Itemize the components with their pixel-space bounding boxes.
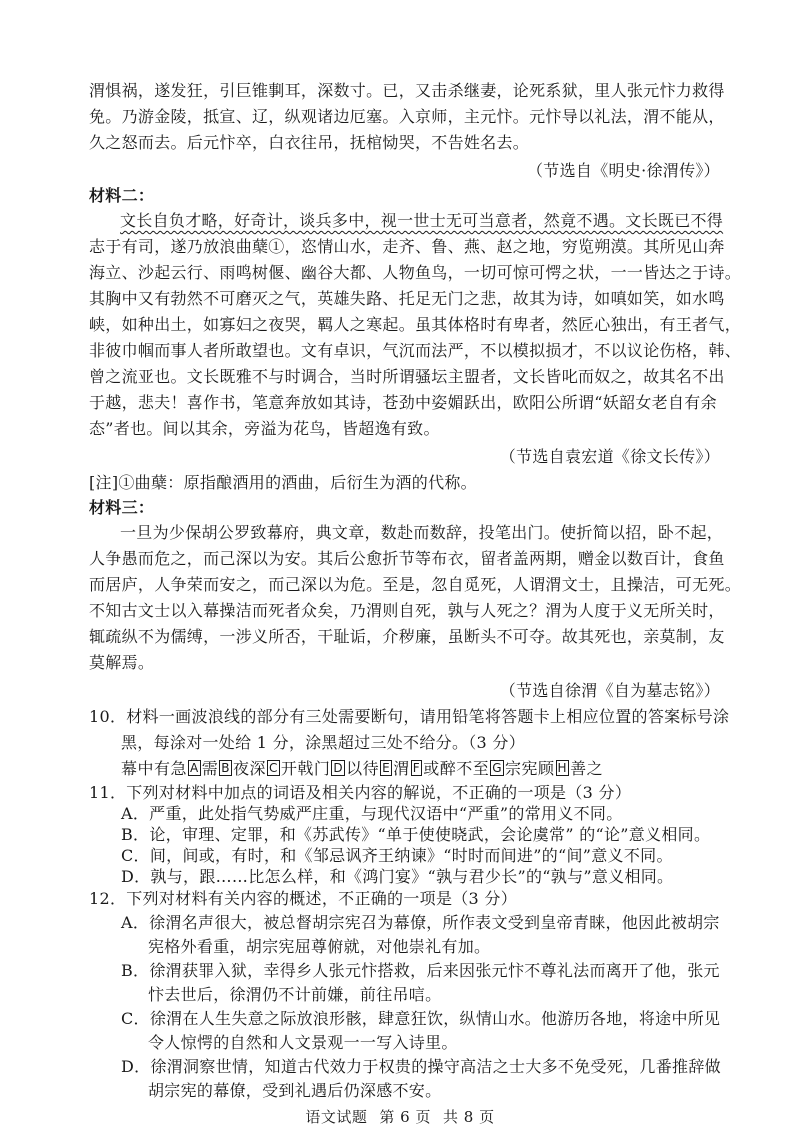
q10-box-g[interactable]: G — [492, 761, 503, 775]
q12-option-b-line-1: B．徐渭获罪入狱，幸得乡人张元忭搭救，后来因张元忭不尊礼法而离开了他，张元 — [121, 961, 720, 980]
material1-line-1: 渭惧祸，遂发狂，引巨锥剚耳，深数寸。已，又击杀继妻，论死系狱，里人张元忭力救得 — [89, 81, 725, 100]
q10-box-b[interactable]: B — [221, 761, 230, 775]
q10-segment-8: 宗宪顾 — [505, 759, 555, 778]
q10-box-d[interactable]: D — [333, 761, 344, 775]
material2-heading: 材料二： — [89, 186, 155, 205]
q10-box-h[interactable]: H — [557, 761, 568, 775]
q12-option-b-line-2: 忭去世后，徐渭仍不计前嫌，前往吊唁。 — [148, 985, 442, 1004]
material2-line-4: 其胸中又有勃然不可磨灭之气，英雄失路、托足无门之悲，故其为诗，如嗔如笑，如水鸣 — [89, 289, 725, 308]
material3-line-3: 而居庐，人争荣而安之，而己深以为危。至是，忽自觅死，人谓渭文士，且操洁，可无死。 — [89, 575, 742, 594]
q10-segment-3: 夜深 — [232, 759, 266, 778]
q10-segment-5: 以待 — [346, 759, 380, 778]
material3-line-5: 辄疏纵不为儒缚，一涉义所否，干耻诟，介秽廉，虽断头不可夺。故其死也，亲莫制，友 — [89, 627, 725, 646]
q12-option-a-line-2: 宪格外看重，胡宗宪屈尊俯就，对他崇礼有加。 — [148, 937, 491, 956]
material3-line-4: 不知古文士以入幕操洁而死者众矣，乃渭则自死，孰与人死之？渭为人度于义无所关时， — [89, 601, 725, 620]
material2-line-8: 于越，悲夫！喜作书，笔意奔放如其诗，苍劲中姿媚跃出，欧阳公所谓“妖韶女老自有余 — [89, 393, 717, 412]
q12-option-d-line-2: 胡宗宪的幕僚，受到礼遇后仍深感不安。 — [148, 1081, 442, 1100]
q11-option-c: C．间，间或，有时，和《邹忌讽齐王纳谏》“时时而间进”的“间”意义不同。 — [121, 846, 673, 865]
q12-option-c-line-2: 令人惊愕的自然和人文景观一一写入诗里。 — [148, 1033, 458, 1052]
q12-option-d-line-1: D．徐渭洞察世情，知道古代效力于权贵的操守高洁之士大多不免受死，几番推辞做 — [121, 1057, 721, 1076]
q12-option-c-line-1: C．徐渭在人生失意之际放浪形骸，肆意狂饮，纵情山水。他游历各地，将途中所见 — [121, 1009, 721, 1028]
q10-segment-7: 或醉不至 — [423, 759, 490, 778]
q10-sentence — [121, 758, 603, 780]
material2-line-5: 峡，如种出土，如寡妇之夜哭，羁人之寒起。虽其体格时有卑者，然匠心独出，有王者气， — [89, 315, 742, 334]
material2-line-1: 文长自负才略，好奇计，谈兵多中，视一世士无可当意者，然竟不遇。文长既已不得 — [120, 211, 724, 230]
material1-line-3: 久之怒而去。后元忭卒，白衣往吊，抚棺恸哭，不告姓名去。 — [89, 133, 530, 152]
q10-segment-6: 渭 — [393, 759, 410, 778]
material2-line-6: 非彼巾帼而事人者所敢望也。文有卓识，气沉而法严，不以模拟损才，不以议论伤格，韩、 — [89, 341, 742, 360]
q10-stem-line-1: 10．材料一画波浪线的部分有三处需要断句，请用铅笔将答题卡上相应位置的答案标号涂 — [89, 707, 730, 726]
material1-source: （节选自《明史·徐渭传》） — [527, 161, 720, 180]
material3-line-2: 人争愚而危之，而己深以为安。其后公愈折节等布衣，留者盖两期，赠金以数百计，食鱼 — [89, 549, 725, 568]
q10-box-a[interactable]: A — [190, 761, 199, 775]
material2-source: （节选自袁宏道《徐文长传》） — [499, 447, 720, 466]
material2-line-3: 海立、沙起云行、雨鸣树偃、幽谷大都、人物鱼鸟，一切可惊可愕之状，一一皆达之于诗。 — [89, 263, 742, 282]
footer-total: 共 8 页 — [443, 1108, 495, 1126]
q10-segment-2: 需 — [201, 759, 219, 778]
material2-note: [注]①曲蘖：原指酿酒用的酒曲，后衍生为酒的代称。 — [89, 473, 477, 492]
material1-line-2: 免。乃游金陵，抵宣、辽，纵观诸边厄塞。入京师，主元忭。元忭导以礼法，渭不能从， — [89, 107, 725, 126]
q11-option-d: D．孰与，跟……比怎么样，和《鸿门宴》“孰与君少长”的“孰与”意义相同。 — [121, 867, 674, 886]
q10-box-f[interactable]: F — [412, 761, 421, 775]
q11-option-a: A．严重，此处指气势威严庄重，与现代汉语中“严重”的常用义不同。 — [121, 804, 623, 823]
footer-subject: 语文试题 — [305, 1108, 368, 1126]
q10-segment-4: 开戟门 — [280, 759, 331, 778]
q10-segment-1: 幕中有急 — [121, 759, 188, 778]
material3-heading: 材料三： — [89, 498, 155, 517]
page-footer — [0, 1106, 800, 1127]
material3-line-6: 莫解焉。 — [89, 653, 155, 672]
q10-box-c[interactable]: C — [269, 761, 278, 775]
footer-page: 第 6 页 — [379, 1108, 431, 1126]
q11-option-b: B．论，审理、定罪，和《苏武传》“单于使使晓武，会论虞常” 的“论”意义相同。 — [121, 825, 711, 844]
material3-line-1: 一旦为少保胡公罗致幕府，典文章，数赴而数辞，投笔出门。使折简以招，卧不起， — [120, 523, 724, 542]
material2-line-9: 态”者也。间以其余，旁溢为花鸟，皆超逸有致。 — [89, 419, 440, 438]
material2-line-2: 志于有司，遂乃放浪曲蘖①，恣情山水，走齐、鲁、燕、赵之地，穷览朔漠。其所见山奔 — [89, 237, 725, 256]
material3-source: （节选自徐渭《自为墓志铭》） — [499, 681, 720, 700]
q10-box-e[interactable]: E — [382, 761, 391, 775]
q11-stem: 11．下列对材料中加点的词语及相关内容的解说，不正确的一项是（3 分） — [89, 783, 632, 802]
q12-option-a-line-1: A．徐渭名声很大，被总督胡宗宪召为幕僚，所作表文受到皇帝青睐，他因此被胡宗 — [121, 913, 720, 932]
q10-segment-9: 善之 — [570, 759, 604, 778]
q10-stem-line-2: 黑，每涂对一处给 1 分，涂黑超过三处不给分。（3 分） — [121, 733, 526, 752]
q12-stem: 12．下列对材料有关内容的概述，不正确的一项是（3 分） — [89, 889, 518, 908]
material2-line-7: 曾之流亚也。文长既雅不与时调合，当时所谓骚坛主盟者，文长皆叱而奴之，故其名不出 — [89, 367, 725, 386]
